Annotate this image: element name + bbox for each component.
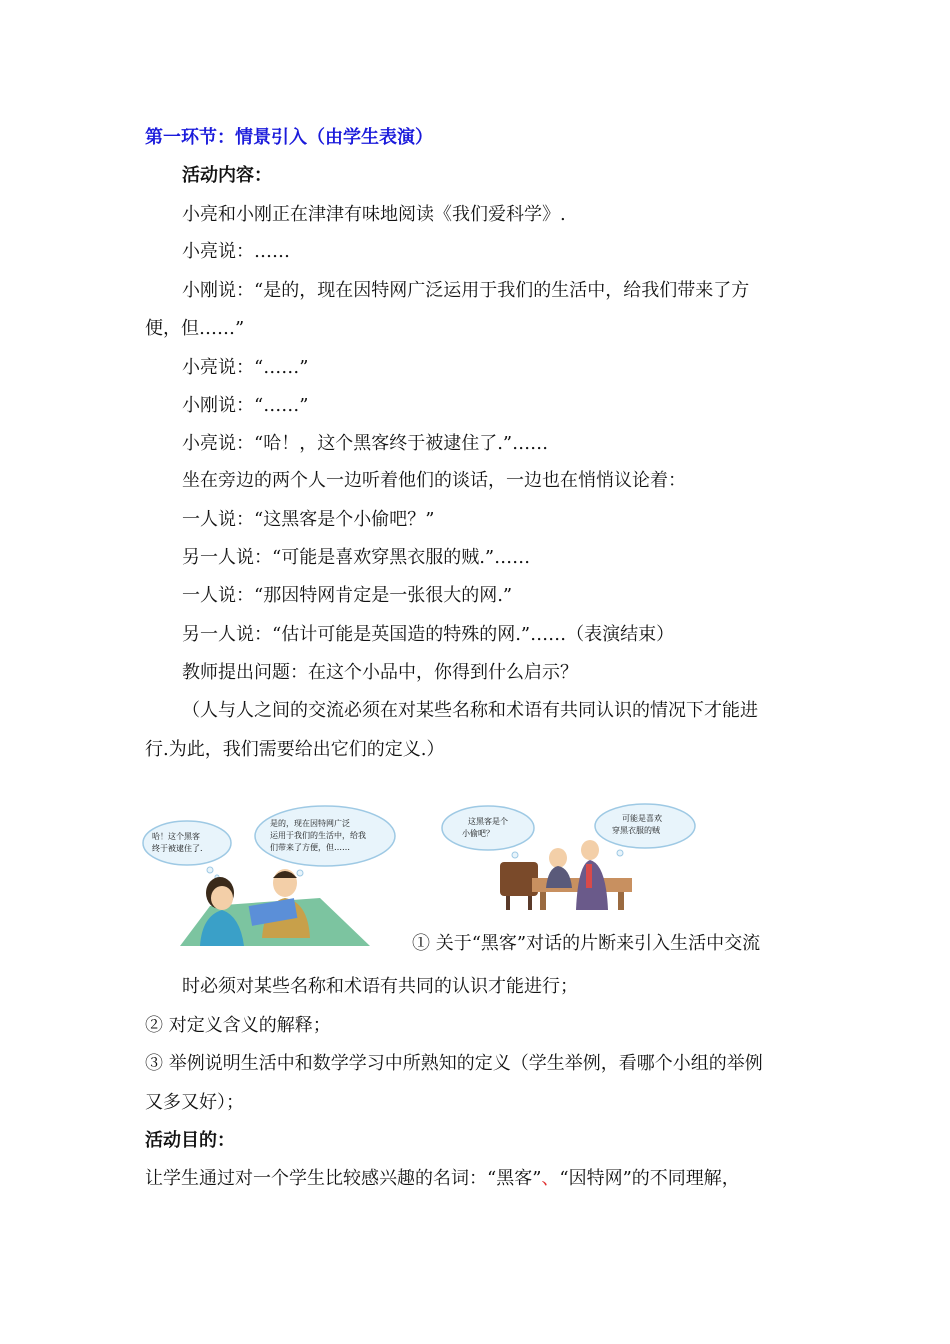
- bubble-text: 是的，现在因特网广泛: [270, 819, 350, 828]
- text-line: 小亮说：……: [182, 241, 290, 262]
- text-line: 便，但……”: [145, 318, 245, 339]
- bubble-text: 穿黑衣服的贼: [612, 826, 660, 835]
- text-line: 另一人说：“估计可能是英国造的特殊的网.”……（表演结束）: [182, 624, 675, 645]
- bubble-text: 小偷吧？: [462, 829, 494, 838]
- bubble-text: 哈！这个黑客: [152, 832, 200, 841]
- text-line: 坐在旁边的两个人一边听着他们的谈话，一边也在悄悄议论着：: [182, 470, 686, 491]
- purpose-separator: 、: [541, 1168, 560, 1189]
- text-line: 小刚说：“是的，现在因特网广泛运用于我们的生活中，给我们带来了方: [182, 280, 750, 301]
- text-line: 行.为此，我们需要给出它们的定义.）: [145, 739, 445, 760]
- section-title: 第一环节：情景引入（由学生表演）: [145, 127, 433, 148]
- point-line: ① 关于“黑客”对话的片断来引入生活中交流: [412, 933, 761, 954]
- bubble-text: 运用于我们的生活中，给我: [270, 831, 366, 840]
- illustration-left: [140, 798, 402, 948]
- text-line: 小亮说：“……”: [182, 357, 309, 378]
- text-line: 小亮说：“哈！，这个黑客终于被逮住了.”……: [182, 433, 549, 454]
- bubble-text: 可能是喜欢: [622, 814, 662, 823]
- purpose-line: [145, 1167, 740, 1191]
- point-line: ③ 举例说明生活中和数学学习中所熟知的定义（学生举例，看哪个小组的举例: [145, 1053, 763, 1074]
- bubble-text: 终于被逮住了.: [152, 844, 203, 853]
- text-line: 一人说：“那因特网肯定是一张很大的网.”: [182, 585, 513, 606]
- text-line: 另一人说：“可能是喜欢穿黑衣服的贼.”……: [182, 547, 531, 568]
- point-line: ② 对定义含义的解释；: [145, 1015, 331, 1036]
- purpose-text-after: “因特网”的不同理解，: [559, 1168, 740, 1189]
- text-line: 教师提出问题：在这个小品中，你得到什么启示？: [182, 662, 578, 683]
- text-line: （人与人之间的交流必须在对某些名称和术语有共同认识的情况下才能进: [182, 700, 758, 721]
- bubble-text: 们带来了方便，但……: [270, 843, 350, 852]
- illustration-right: [440, 798, 700, 913]
- purpose-text-before: 让学生通过对一个学生比较感兴趣的名词：“黑客”: [145, 1168, 542, 1189]
- text-line: 小亮和小刚正在津津有味地阅读《我们爱科学》.: [182, 204, 566, 225]
- activity-content-label: 活动内容：: [182, 165, 272, 186]
- text-line: 一人说：“这黑客是个小偷吧？”: [182, 509, 435, 530]
- text-line: 小刚说：“……”: [182, 395, 309, 416]
- point-line: 又多又好）；: [145, 1092, 244, 1113]
- point-line: 时必须对某些名称和术语有共同的认识才能进行；: [182, 976, 578, 997]
- bubble-text: 这黑客是个: [468, 817, 508, 826]
- activity-purpose-label: 活动目的：: [145, 1130, 235, 1151]
